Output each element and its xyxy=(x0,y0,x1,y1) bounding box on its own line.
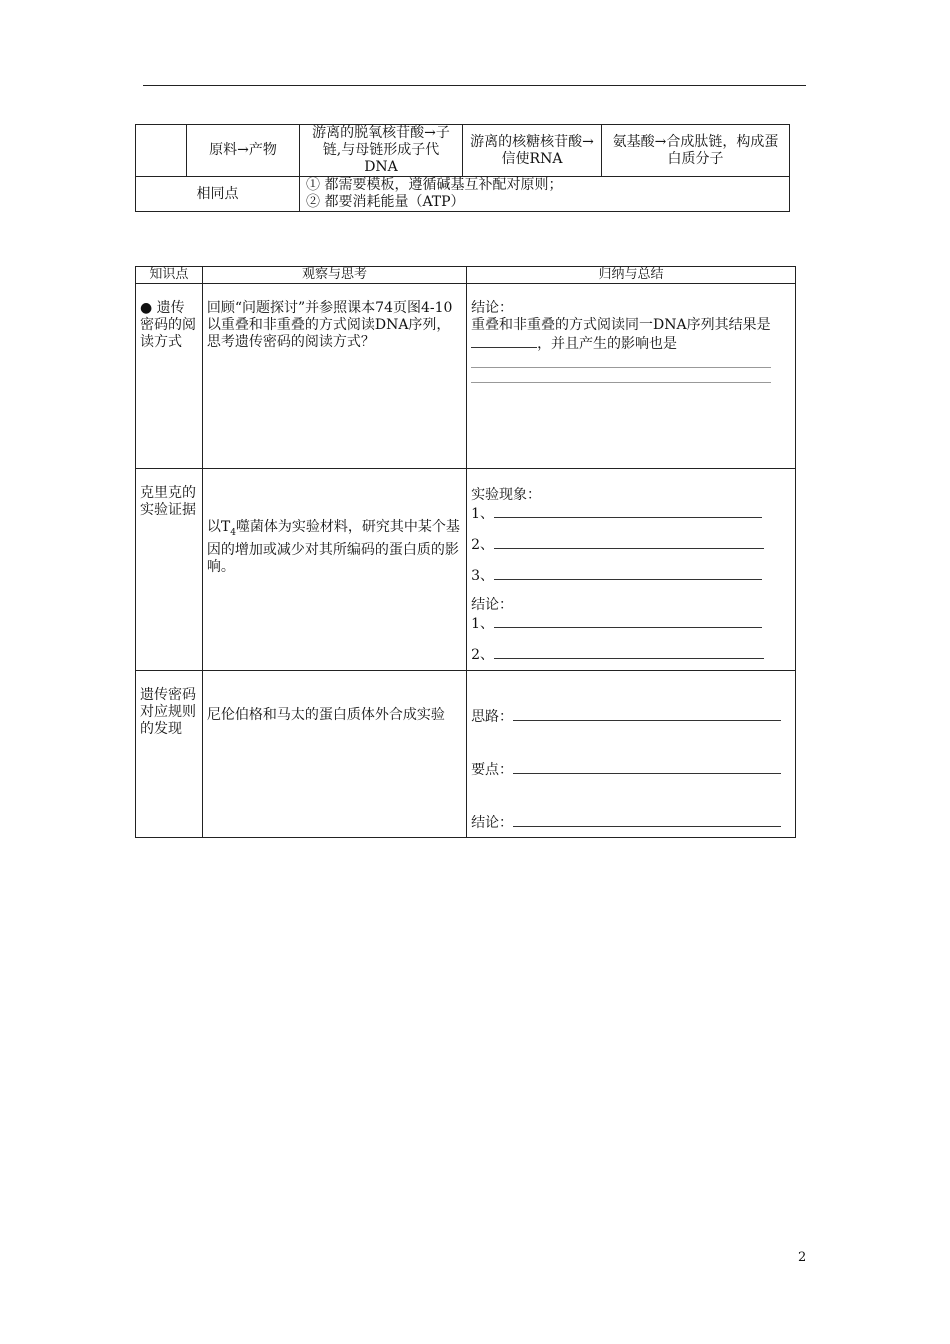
phenomenon-label: 实验现象： xyxy=(471,487,542,503)
crick-conclusion-2: 2、 xyxy=(471,645,791,664)
table-row xyxy=(136,469,796,671)
answer-line[interactable] xyxy=(471,374,771,383)
answer-line[interactable] xyxy=(471,359,771,368)
cell-transcription: 游离的核糖核苷酸→信使RNA xyxy=(463,125,602,177)
fill-blank[interactable] xyxy=(494,645,764,659)
header-topic: 知识点 xyxy=(136,267,203,284)
field-key-points: 要点： xyxy=(471,760,791,779)
header-observe: 观察与思考 xyxy=(202,267,466,284)
topic-crick-experiment: 克里克的实验证据 xyxy=(136,469,203,671)
observe-subscript: 4 xyxy=(230,527,236,538)
fill-blank[interactable] xyxy=(513,813,781,827)
comparison-table xyxy=(135,124,790,212)
crick-conclusion-label: 结论： xyxy=(471,597,514,613)
table-row xyxy=(136,284,796,469)
phenomenon-1: 1、 xyxy=(471,504,791,523)
same-point-1: ① 都需要模板，遵循碱基互补配对原则； xyxy=(306,177,563,193)
fill-blank[interactable] xyxy=(494,535,764,549)
table-header-row xyxy=(136,267,796,284)
header-rule xyxy=(143,85,806,86)
fill-blank[interactable] xyxy=(513,707,781,721)
same-point-2: ② 都要消耗能量（ATP） xyxy=(306,194,465,210)
table-row xyxy=(136,125,790,177)
fill-blank[interactable] xyxy=(494,566,762,580)
observe-reading-mode: 回顾“问题探讨”并参照课本74页图4-10以重叠和非重叠的方式阅读DNA序列，思考遗传密码的阅读方式？ xyxy=(202,284,466,469)
field-conclusion: 结论： xyxy=(471,813,791,832)
cell-label: 原料→产物 xyxy=(187,125,300,177)
topic-reading-mode: ● 遗传密码的阅读方式 xyxy=(136,284,203,469)
cell-same-label: 相同点 xyxy=(136,177,300,212)
cell-dna-replication: 游离的脱氧核苷酸→子链,与母链形成子代DNA xyxy=(300,125,463,177)
observe-code-rules: 尼伦伯格和马太的蛋白质体外合成实验 xyxy=(202,671,466,838)
cell-same-points xyxy=(300,177,790,212)
conclusion-label: 结论： xyxy=(471,300,514,316)
summary-crick-experiment xyxy=(467,469,796,671)
observe-rest: 噬菌体为实验材料，研究其中某个基因的增加或减少对其所编码的蛋白质的影响。 xyxy=(206,519,460,575)
fill-blank[interactable] xyxy=(494,614,762,628)
page-number: 2 xyxy=(798,1250,807,1265)
phenomenon-3: 3、 xyxy=(471,566,791,585)
fill-blank[interactable] xyxy=(471,334,537,348)
topic-code-rules: 遗传密码对应规则的发现 xyxy=(136,671,203,838)
empty-cell xyxy=(136,125,187,177)
cell-translation: 氨基酸→合成肽链，构成蛋白质分子 xyxy=(602,125,790,177)
fill-blank[interactable] xyxy=(494,504,762,518)
observe-prefix: 以T xyxy=(206,519,231,535)
summary-code-rules xyxy=(467,671,796,838)
field-approach: 思路： xyxy=(471,707,791,726)
table-row xyxy=(136,671,796,838)
conclusion-text-tail: ，并且产生的影响也是 xyxy=(537,336,678,352)
crick-conclusion-1: 1、 xyxy=(471,614,791,633)
knowledge-table xyxy=(135,266,796,838)
summary-reading-mode xyxy=(467,284,796,469)
phenomenon-2: 2、 xyxy=(471,535,791,554)
observe-crick-experiment xyxy=(202,469,466,671)
table-row xyxy=(136,177,790,212)
conclusion-text xyxy=(471,317,791,353)
fill-blank[interactable] xyxy=(513,760,781,774)
header-summary: 归纳与总结 xyxy=(467,267,796,284)
conclusion-text-head: 重叠和非重叠的方式阅读同一DNA序列其结果是 xyxy=(471,317,771,333)
